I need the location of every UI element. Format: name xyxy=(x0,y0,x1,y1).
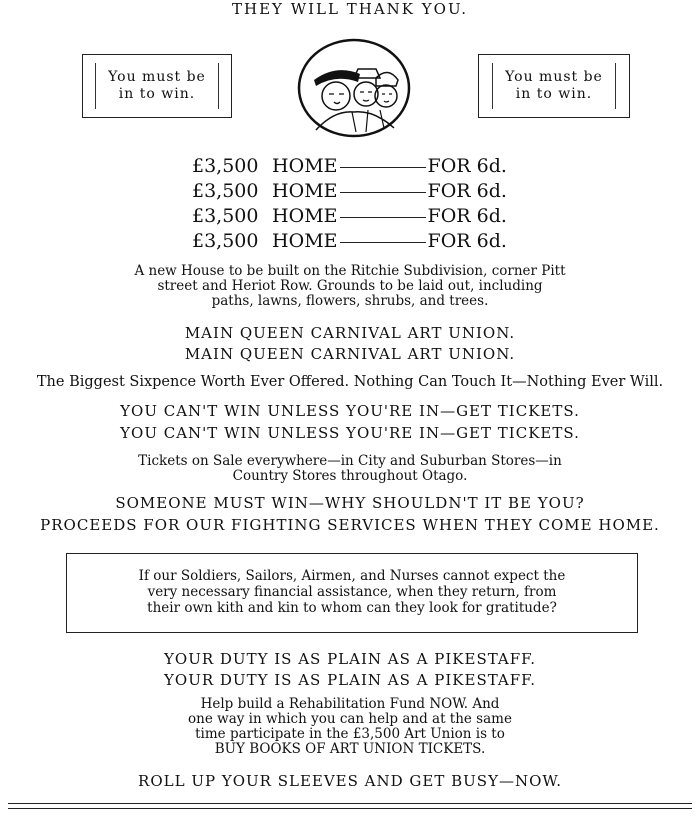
price-value: FOR 6d. xyxy=(427,180,507,202)
side-box-left-line2: in to win. xyxy=(118,86,196,102)
house-line: A new House to be built on the Ritchie Subdivision, corner Pitt xyxy=(134,263,566,279)
proceeds-line: PROCEEDS FOR OUR FIGHTING SERVICES WHEN THEY COME HOME. xyxy=(40,516,660,534)
price-amount: £3,500 xyxy=(192,155,259,177)
help-line: one way in which you can help and at the same xyxy=(188,711,512,727)
someone-must-win: SOMEONE MUST WIN—WHY SHOULDN'T IT BE YOU? xyxy=(115,494,585,512)
price-what: HOME xyxy=(272,230,338,252)
price-row xyxy=(192,154,552,179)
bottom-rule xyxy=(8,808,692,809)
price-value: FOR 6d. xyxy=(427,155,507,177)
side-box-right-line2: in to win. xyxy=(515,86,593,102)
carnival-heading: MAIN QUEEN CARNIVAL ART UNION. xyxy=(184,324,516,342)
biggest-sixpence-line: The Biggest Sixpence Worth Ever Offered. Nothing Can Touch It—Nothing Ever Will. xyxy=(36,374,664,390)
carnival-heading: MAIN QUEEN CARNIVAL ART UNION. xyxy=(184,345,516,363)
servicemen-emblem-icon xyxy=(296,38,412,138)
cant-win-line: YOU CAN'T WIN UNLESS YOU'RE IN—GET TICKETS. xyxy=(120,424,580,442)
help-build-text xyxy=(120,697,580,757)
price-value: FOR 6d. xyxy=(427,230,507,252)
tickets-sale-line: Tickets on Sale everywhere—in City and Suburban Stores—in xyxy=(138,453,562,469)
price-row xyxy=(192,179,552,204)
house-line: street and Heriot Row. Grounds to be laid out, including xyxy=(157,278,543,294)
soldiers-line: very necessary financial assistance, when they return, from xyxy=(147,584,557,600)
roll-up-line: ROLL UP YOUR SLEEVES AND GET BUSY—NOW. xyxy=(138,772,562,790)
header-thank-you: THEY WILL THANK YOU. xyxy=(232,0,468,18)
side-box-right-line1: You must be xyxy=(505,69,603,85)
price-amount: £3,500 xyxy=(192,230,259,252)
side-box-left-line1: You must be xyxy=(108,69,206,85)
duty-line: YOUR DUTY IS AS PLAIN AS A PIKESTAFF. xyxy=(164,671,536,689)
price-what: HOME xyxy=(272,180,338,202)
help-line: time participate in the £3,500 Art Union is to xyxy=(195,726,505,742)
price-value: FOR 6d. xyxy=(427,205,507,227)
price-what: HOME xyxy=(272,205,338,227)
soldiers-line: their own kith and kin to whom can they look for gratitude? xyxy=(147,600,557,616)
price-row xyxy=(192,204,552,229)
cant-win-line: YOU CAN'T WIN UNLESS YOU'RE IN—GET TICKETS. xyxy=(120,402,580,420)
house-line: paths, lawns, flowers, shrubs, and trees. xyxy=(211,293,489,309)
bottom-rule xyxy=(8,803,692,804)
soldiers-box xyxy=(66,553,638,633)
tickets-sale-text xyxy=(80,454,620,484)
side-box-left xyxy=(82,54,232,118)
help-line: BUY BOOKS OF ART UNION TICKETS. xyxy=(214,741,486,757)
price-row xyxy=(192,229,552,254)
price-what: HOME xyxy=(272,155,338,177)
help-line: Help build a Rehabilitation Fund NOW. And xyxy=(200,696,500,712)
soldiers-line: If our Soldiers, Sailors, Airmen, and Nurses cannot expect the xyxy=(138,568,566,584)
price-amount: £3,500 xyxy=(192,205,259,227)
duty-line: YOUR DUTY IS AS PLAIN AS A PIKESTAFF. xyxy=(164,650,536,668)
price-amount: £3,500 xyxy=(192,180,259,202)
tickets-sale-line: Country Stores throughout Otago. xyxy=(232,468,468,484)
side-box-right xyxy=(478,54,630,118)
house-description xyxy=(80,264,620,309)
